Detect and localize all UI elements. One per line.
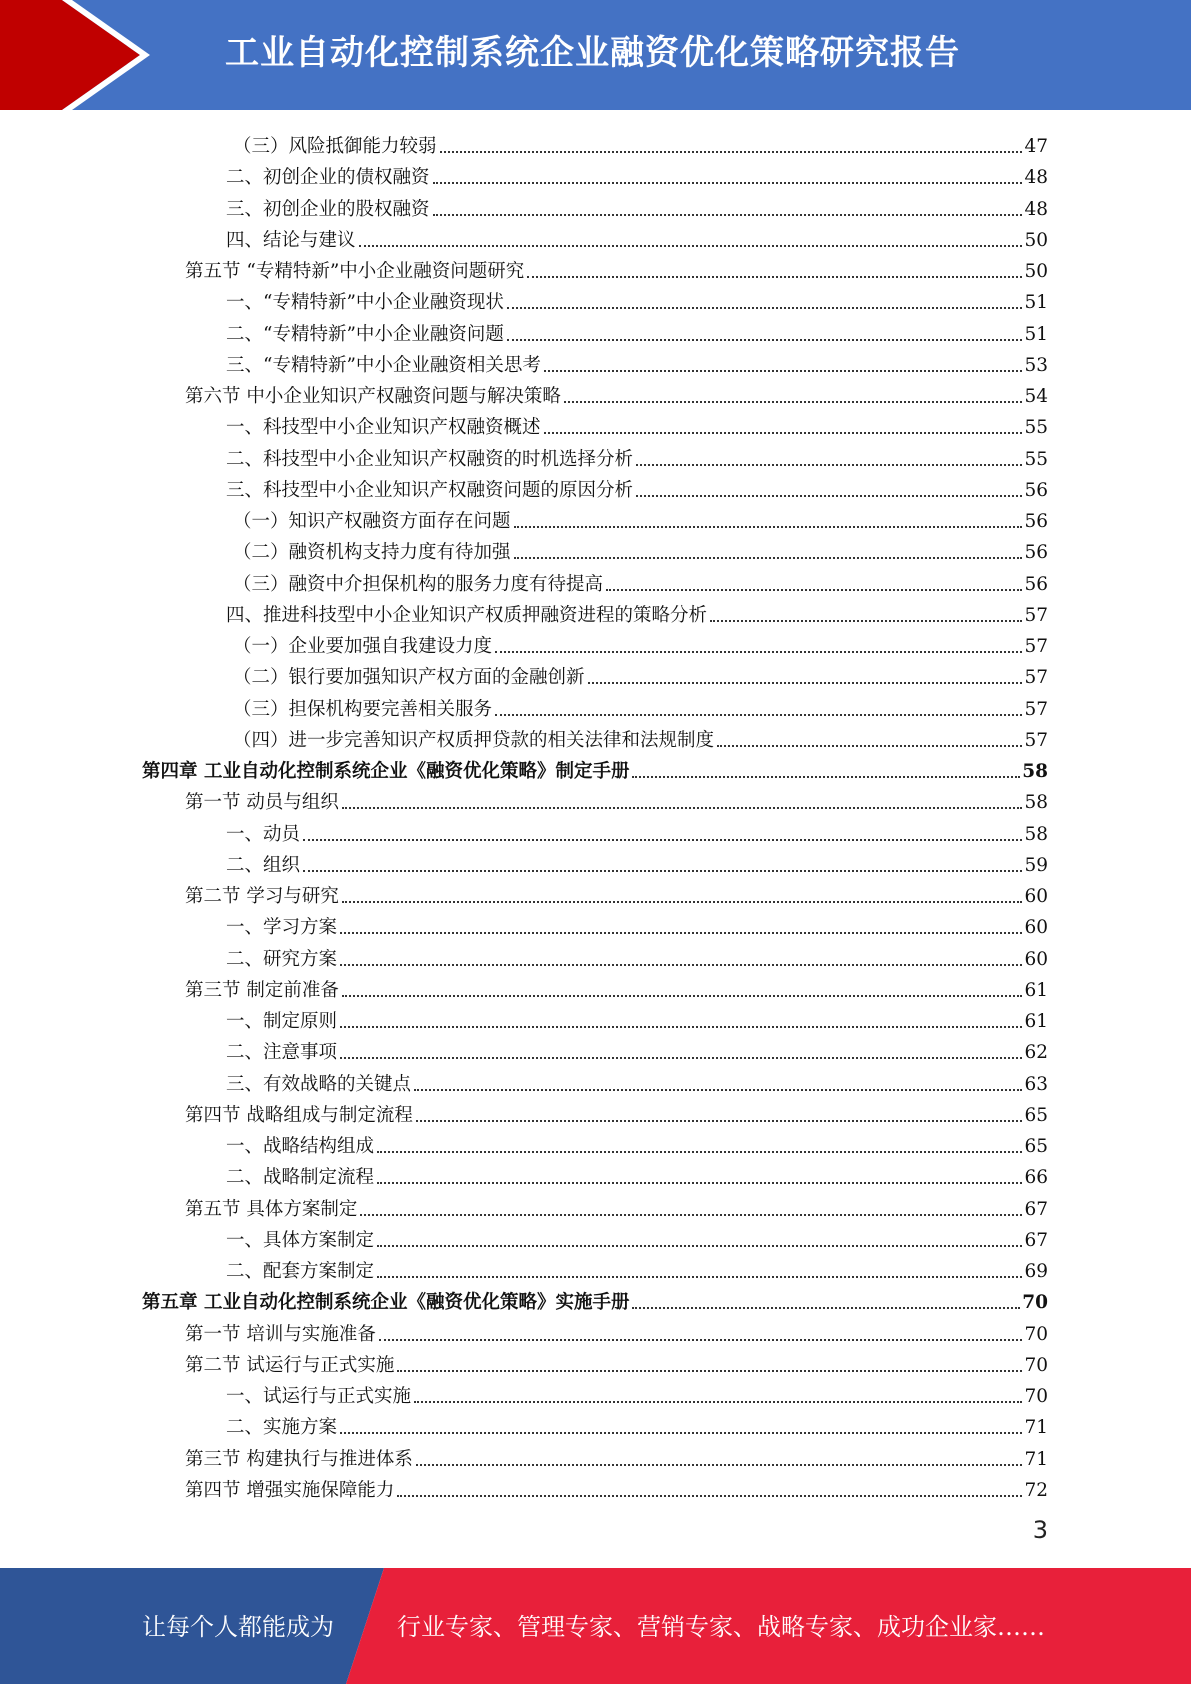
toc-dot-leader (433, 214, 1023, 216)
toc-entry-page: 70 (1024, 1386, 1048, 1407)
toc-dot-leader (377, 1245, 1022, 1247)
toc-entry-page: 61 (1024, 979, 1048, 1001)
toc-dot-leader (495, 714, 1022, 716)
toc-entry-page: 55 (1024, 448, 1048, 470)
toc-dot-leader (433, 182, 1023, 184)
toc-entry-page: 59 (1024, 854, 1048, 876)
toc-dot-leader (440, 151, 1023, 153)
toc-dot-leader (340, 1432, 1022, 1434)
toc-entry[interactable] (233, 566, 1048, 597)
toc-dot-leader (340, 964, 1022, 966)
toc-dot-leader (377, 1276, 1022, 1278)
toc-entry-page: 65 (1024, 1136, 1048, 1157)
toc-chapter-entry[interactable] (142, 753, 1048, 784)
toc-entry-page: 63 (1024, 1073, 1048, 1095)
footer-slogan-right: 行业专家、管理专家、营销专家、战略专家、成功企业家…… (397, 1613, 1045, 1641)
toc-dot-leader (377, 1182, 1022, 1184)
toc-dot-leader (414, 1401, 1022, 1403)
toc-entry-page: 60 (1024, 948, 1048, 970)
toc-dot-leader (360, 1214, 1022, 1216)
toc-entry[interactable] (185, 1472, 1048, 1503)
toc-dot-leader (495, 651, 1022, 653)
toc-entry-label: 第一节 动员与组织 (185, 792, 339, 814)
toc-entry-label: 第四章 工业自动化控制系统企业《融资优化策略》制定手册 (142, 761, 630, 782)
toc-entry-label: 一、动员 (226, 823, 301, 845)
page-number: 3 (1032, 1516, 1048, 1544)
page-footer (0, 1568, 1191, 1684)
toc-dot-leader (416, 1120, 1023, 1122)
toc-dot-leader (416, 1464, 1023, 1466)
toc-entry-label: 第二节 试运行与正式实施 (185, 1354, 395, 1376)
toc-entry[interactable] (185, 1441, 1048, 1472)
toc-dot-leader (507, 339, 1023, 341)
toc-entry-label: 二、配套方案制定 (226, 1261, 375, 1282)
toc-entry-label: 三、初创企业的股权融资 (226, 198, 430, 220)
toc-entry-label: （四）进一步完善知识产权质押贷款的相关法律和法规制度 (233, 729, 715, 751)
toc-entry[interactable] (226, 816, 1048, 847)
footer-slogan-left: 让每个人都能成为 (142, 1613, 334, 1641)
toc-entry[interactable] (185, 253, 1048, 284)
toc-chapter-entry[interactable] (142, 1284, 1048, 1315)
toc-entry-page: 58 (1024, 823, 1048, 845)
toc-entry-label: 三、有效战略的关键点 (226, 1073, 412, 1095)
toc-entry-page: 67 (1024, 1229, 1048, 1251)
toc-entry[interactable] (233, 722, 1048, 753)
toc-entry-page: 70 (1022, 1292, 1048, 1314)
toc-entry-page: 57 (1024, 729, 1048, 751)
page-header (0, 0, 1191, 110)
toc-dot-leader (632, 776, 1020, 778)
toc-entry-label: 二、战略制定流程 (226, 1167, 375, 1189)
toc-entry-label: 第四节 战略组成与制定流程 (185, 1104, 413, 1126)
toc-dot-leader (397, 1370, 1022, 1372)
toc-entry-page: 48 (1024, 167, 1048, 189)
toc-entry-label: （三）融资中介担保机构的服务力度有待提高 (233, 573, 604, 595)
toc-entry[interactable] (226, 1409, 1048, 1440)
toc-entry[interactable] (226, 941, 1048, 972)
toc-entry-page: 48 (1024, 198, 1048, 220)
toc-entry-label: 三、“专精特新”中小企业融资相关思考 (226, 354, 541, 376)
toc-entry[interactable] (185, 1316, 1048, 1347)
toc-entry-page: 57 (1024, 604, 1048, 626)
toc-dot-leader (588, 682, 1023, 684)
toc-dot-leader (359, 245, 1023, 247)
toc-entry[interactable] (226, 1034, 1048, 1065)
toc-entry[interactable] (226, 1222, 1048, 1253)
toc-entry[interactable] (233, 659, 1048, 690)
toc-entry-page: 55 (1024, 417, 1048, 439)
toc-entry-label: 二、研究方案 (226, 948, 338, 970)
toc-entry-page: 56 (1024, 511, 1048, 532)
toc-dot-leader (342, 995, 1023, 997)
toc-entry-label: 二、科技型中小企业知识产权融资的时机选择分析 (226, 448, 634, 470)
toc-entry-label: 三、科技型中小企业知识产权融资问题的原因分析 (226, 479, 634, 501)
toc-dot-leader (397, 1495, 1022, 1497)
toc-entry-label: 第五章 工业自动化控制系统企业《融资优化策略》实施手册 (142, 1292, 630, 1314)
report-title: 工业自动化控制系统企业融资优化策略研究报告 (225, 33, 960, 73)
toc-dot-leader (636, 464, 1022, 466)
toc-entry-label: （三）风险抵御能力较弱 (233, 136, 437, 157)
toc-entry[interactable] (185, 972, 1048, 1003)
toc-entry[interactable] (226, 1066, 1048, 1097)
toc-entry-page: 50 (1024, 261, 1048, 282)
toc-dot-leader (507, 307, 1023, 309)
toc-dot-leader (544, 370, 1023, 372)
toc-entry-label: 第四节 增强实施保障能力 (185, 1479, 395, 1501)
toc-dot-leader (710, 620, 1022, 622)
toc-entry[interactable] (226, 1159, 1048, 1190)
toc-entry-label: 第一节 培训与实施准备 (185, 1323, 376, 1345)
toc-dot-leader (636, 495, 1022, 497)
toc-entry[interactable] (226, 441, 1048, 472)
toc-entry[interactable] (185, 1097, 1048, 1128)
toc-entry-label: 二、初创企业的债权融资 (226, 167, 430, 189)
toc-entry-page: 69 (1024, 1261, 1048, 1282)
toc-entry-label: 二、“专精特新”中小企业融资问题 (226, 323, 504, 345)
toc-entry[interactable] (226, 472, 1048, 503)
toc-dot-leader (340, 932, 1022, 934)
toc-entry-page: 51 (1024, 323, 1048, 345)
toc-entry-page: 56 (1024, 479, 1048, 501)
toc-entry-page: 53 (1024, 354, 1048, 376)
toc-dot-leader (564, 401, 1023, 403)
toc-entry[interactable] (233, 128, 1048, 159)
toc-dot-leader (544, 432, 1023, 434)
toc-entry-page: 71 (1024, 1448, 1048, 1470)
toc-entry[interactable] (185, 378, 1048, 409)
toc-entry-page: 70 (1024, 1323, 1048, 1345)
toc-entry[interactable] (185, 878, 1048, 909)
toc-entry-label: 第六节 中小企业知识产权融资问题与解决策略 (185, 386, 561, 407)
toc-entry[interactable] (226, 1253, 1048, 1284)
toc-dot-leader (377, 1151, 1022, 1153)
toc-entry-page: 72 (1024, 1479, 1048, 1501)
toc-entry-page: 60 (1024, 917, 1048, 939)
toc-entry[interactable] (233, 628, 1048, 659)
toc-entry-label: （一）企业要加强自我建设力度 (233, 636, 493, 657)
toc-entry-page: 61 (1024, 1011, 1048, 1032)
toc-entry-page: 56 (1024, 542, 1048, 564)
toc-dot-leader (379, 1339, 1023, 1341)
toc-dot-leader (342, 901, 1023, 903)
toc-entry-label: 第二节 学习与研究 (185, 886, 339, 907)
toc-entry-label: 一、战略结构组成 (226, 1136, 375, 1157)
toc-entry-label: 一、试运行与正式实施 (226, 1386, 412, 1407)
toc-entry-page: 60 (1024, 886, 1048, 907)
toc-dot-leader (340, 1026, 1022, 1028)
toc-entry-label: 一、“专精特新”中小企业融资现状 (226, 292, 504, 314)
toc-dot-leader (527, 276, 1022, 278)
toc-entry-label: 二、注意事项 (226, 1042, 338, 1064)
toc-entry-page: 57 (1024, 698, 1048, 720)
toc-entry-page: 47 (1024, 136, 1048, 157)
toc-dot-leader (414, 1089, 1022, 1091)
toc-entry[interactable] (226, 597, 1048, 628)
toc-entry-label: 第三节 构建执行与推进体系 (185, 1448, 413, 1470)
toc-entry-page: 67 (1024, 1198, 1048, 1220)
toc-entry[interactable] (226, 347, 1048, 378)
toc-dot-leader (717, 745, 1022, 747)
toc-entry[interactable] (185, 784, 1048, 815)
toc-entry-page: 57 (1024, 667, 1048, 689)
toc-entry[interactable] (226, 222, 1048, 253)
toc-entry-label: 第三节 制定前准备 (185, 979, 339, 1001)
toc-entry-label: 第五节 “专精特新”中小企业融资问题研究 (185, 261, 525, 282)
toc-entry[interactable] (226, 1003, 1048, 1034)
toc-entry[interactable] (226, 1128, 1048, 1159)
toc-dot-leader (303, 870, 1022, 872)
toc-entry-page: 70 (1024, 1354, 1048, 1376)
toc-entry-label: （一）知识产权融资方面存在问题 (233, 511, 511, 532)
toc-entry-page: 50 (1024, 229, 1048, 251)
toc-entry-page: 62 (1024, 1042, 1048, 1064)
toc-entry[interactable] (233, 534, 1048, 565)
toc-entry-page: 65 (1024, 1104, 1048, 1126)
toc-entry-page: 58 (1024, 792, 1048, 814)
toc-dot-leader (514, 526, 1023, 528)
toc-entry[interactable] (226, 909, 1048, 940)
toc-entry-page: 57 (1024, 636, 1048, 657)
toc-entry[interactable] (226, 159, 1048, 190)
toc-entry[interactable] (226, 1378, 1048, 1409)
toc-entry[interactable] (226, 409, 1048, 440)
toc-entry-label: 一、科技型中小企业知识产权融资概述 (226, 417, 541, 439)
toc-entry[interactable] (233, 503, 1048, 534)
toc-entry-label: 二、实施方案 (226, 1417, 338, 1439)
toc-dot-leader (514, 557, 1023, 559)
toc-entry-page: 66 (1024, 1167, 1048, 1189)
toc-entry[interactable] (226, 847, 1048, 878)
toc-entry-label: 一、具体方案制定 (226, 1229, 375, 1251)
toc-entry-label: 二、组织 (226, 854, 301, 876)
toc-entry-label: （二）银行要加强知识产权方面的金融创新 (233, 667, 585, 689)
toc-entry-label: 第五节 具体方案制定 (185, 1198, 358, 1220)
toc-entry-page: 54 (1024, 386, 1048, 407)
toc-entry[interactable] (226, 316, 1048, 347)
toc-entry-label: （三）担保机构要完善相关服务 (233, 698, 493, 720)
toc-entry-label: 四、结论与建议 (226, 229, 356, 251)
toc-entry[interactable] (233, 691, 1048, 722)
toc-entry-page: 56 (1024, 573, 1048, 595)
toc-dot-leader (342, 807, 1023, 809)
toc-dot-leader (303, 839, 1022, 841)
toc-entry-page: 58 (1022, 761, 1048, 782)
toc-entry-label: （二）融资机构支持力度有待加强 (233, 542, 511, 564)
toc-entry[interactable] (185, 1347, 1048, 1378)
toc-dot-leader (606, 589, 1022, 591)
toc-dot-leader (632, 1307, 1020, 1309)
toc-entry-label: 一、制定原则 (226, 1011, 338, 1032)
toc-dot-leader (340, 1057, 1022, 1059)
toc-entry-label: 四、推进科技型中小企业知识产权质押融资进程的策略分析 (226, 604, 708, 626)
toc-entry[interactable] (185, 1191, 1048, 1222)
toc-entry-page: 51 (1024, 292, 1048, 314)
toc-entry[interactable] (226, 191, 1048, 222)
toc-entry-page: 71 (1024, 1417, 1048, 1439)
toc-entry-label: 一、学习方案 (226, 917, 338, 939)
toc-entry[interactable] (226, 284, 1048, 315)
